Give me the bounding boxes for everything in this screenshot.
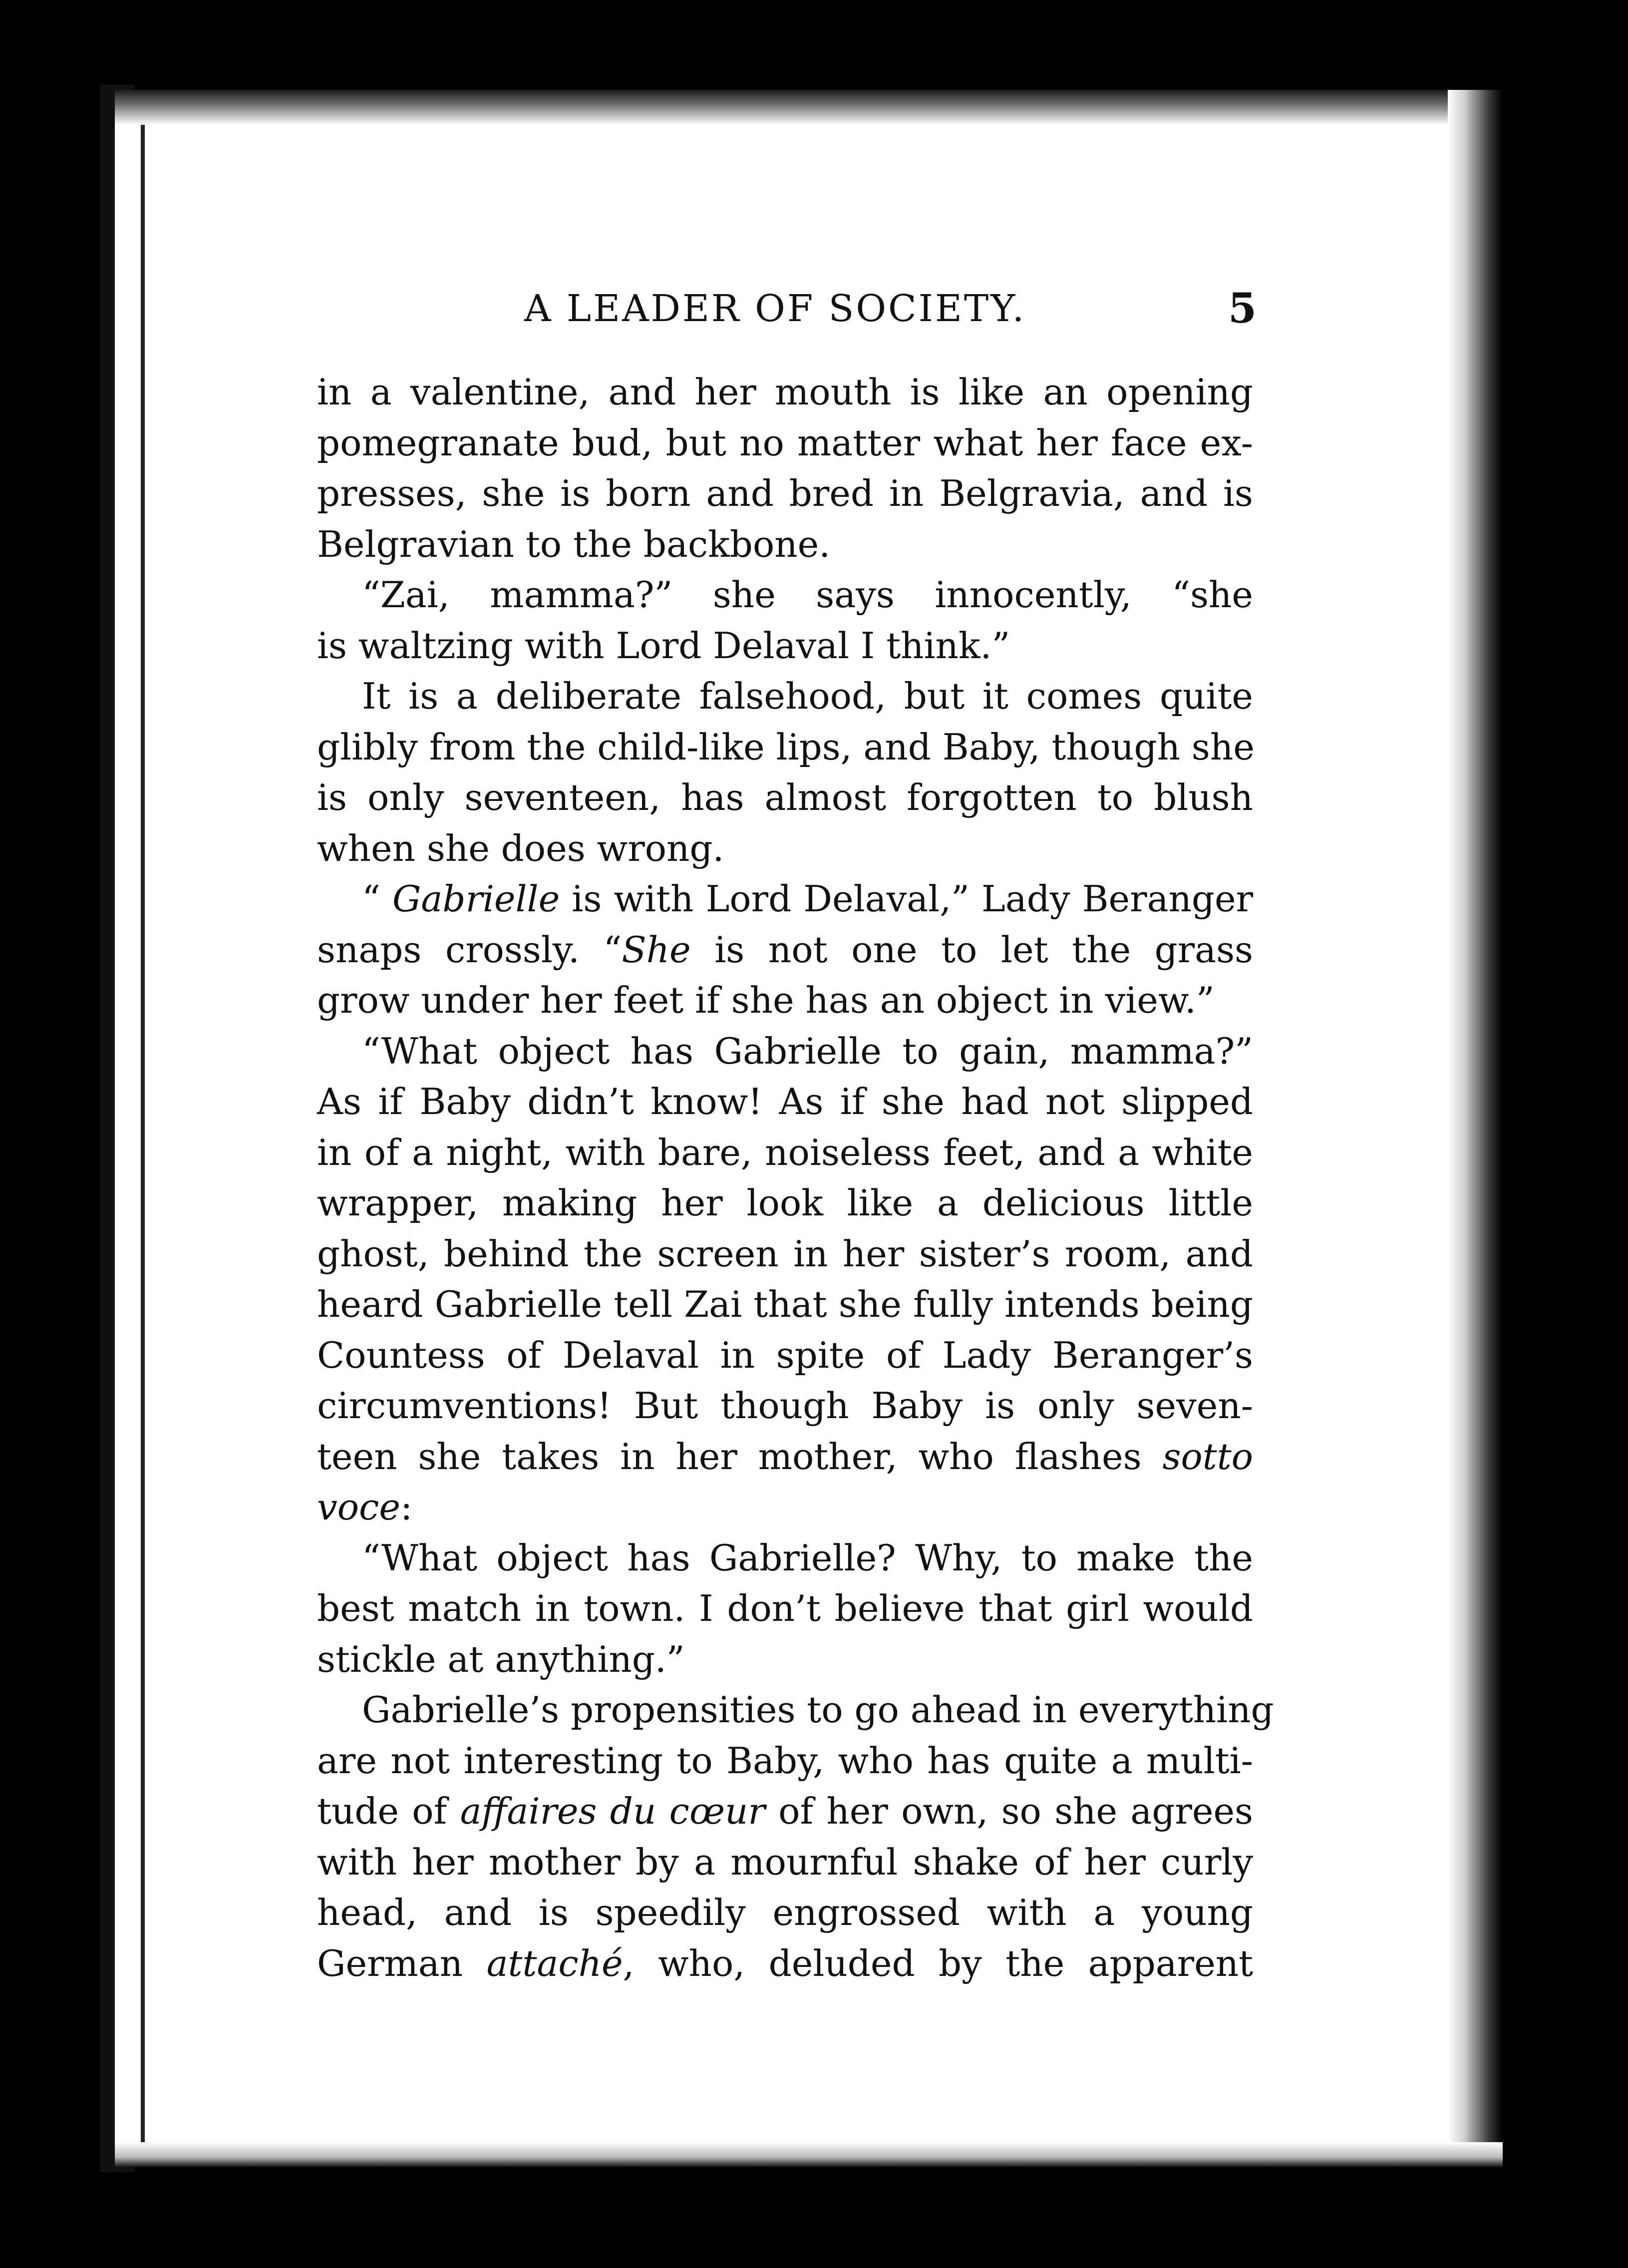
running-head: A LEADER OF SOCIETY.: [524, 287, 1026, 330]
text-line: [317, 1077, 1253, 1128]
text-run: tude of: [317, 1790, 460, 1832]
text-line: [317, 1229, 1253, 1280]
italic-text: sotto: [1162, 1435, 1253, 1478]
text-run: teen she takes in her mother, who flashes: [317, 1435, 1163, 1478]
text-run: “What object has Gabrielle to gain, mamma?”: [362, 1030, 1253, 1072]
text-line: [317, 1533, 1253, 1584]
text-line: [317, 468, 1253, 519]
text-line: [317, 1938, 1253, 1989]
text-line: [317, 722, 1253, 773]
text-line: [317, 367, 1253, 418]
text-run: heard Gabrielle tell Zai that she fully intends being: [317, 1283, 1253, 1325]
text-run: is waltzing with Lord Delaval I think.”: [317, 624, 1010, 667]
text-run: Countess of Delaval in spite of Lady Beranger’s: [317, 1334, 1253, 1376]
page-right-edge: [1448, 90, 1503, 2167]
text-run: It is a deliberate falsehood, but it comes quite: [362, 675, 1253, 717]
text-line: [317, 772, 1253, 823]
text-run: “: [362, 878, 392, 920]
page-number: 5: [1228, 285, 1257, 333]
text-run: grow under her feet if she has an object in view.”: [317, 979, 1215, 1021]
text-run: :: [400, 1486, 413, 1528]
italic-text: affaires du cœur: [460, 1790, 765, 1832]
text-line: [317, 519, 1253, 570]
text-run: is only seventeen, has almost forgotten to blush: [317, 776, 1253, 818]
italic-text: She: [622, 928, 691, 971]
text-line: [317, 1634, 1253, 1685]
text-line: [317, 418, 1253, 469]
text-run: wrapper, making her look like a delicious little: [317, 1182, 1253, 1224]
text-line: [317, 1381, 1253, 1432]
text-run: best match in town. I don’t believe that girl would: [317, 1587, 1253, 1629]
text-run: “Zai, mamma?” she says innocently, “she: [362, 574, 1253, 616]
text-run: with her mother by a mournful shake of her curly: [317, 1841, 1253, 1883]
text-line: [317, 1178, 1253, 1229]
text-run: in of a night, with bare, noiseless feet, and a white: [317, 1131, 1253, 1173]
gutter-line: [141, 100, 145, 2147]
text-run: presses, she is born and bred in Belgravia, and is: [317, 472, 1253, 514]
text-line: [317, 570, 1253, 621]
italic-text: attaché: [486, 1942, 623, 1984]
text-run: is with Lord Delaval,” Lady Beranger: [560, 878, 1253, 920]
text-run: German: [317, 1942, 487, 1984]
text-line: [317, 1888, 1253, 1938]
text-run: As if Baby didn’t know! As if she had not slipped: [317, 1081, 1253, 1123]
text-run: of her own, so she agrees: [765, 1790, 1254, 1832]
text-run: Belgravian to the backbone.: [317, 523, 831, 565]
text-line: [317, 1837, 1253, 1888]
text-line: [317, 1279, 1253, 1330]
text-line: [317, 1583, 1253, 1634]
text-run: in a valentine, and her mouth is like an opening: [317, 371, 1253, 413]
text-line: [317, 925, 1253, 976]
text-run: stickle at anything.”: [317, 1638, 685, 1680]
text-run: are not interesting to Baby, who has quite a multi-: [317, 1739, 1253, 1782]
text-line: [317, 1026, 1253, 1077]
page-bottom-edge: [115, 2142, 1503, 2167]
text-line: [317, 1128, 1253, 1178]
text-line: [317, 671, 1253, 722]
text-line: [317, 1330, 1253, 1381]
text-run: Gabrielle’s propensities to go ahead in everything: [362, 1689, 1274, 1731]
text-line: [317, 1482, 1253, 1533]
text-run: pomegranate bud, but no matter what her face ex-: [317, 421, 1253, 464]
text-run: “What object has Gabrielle? Why, to make the: [362, 1536, 1253, 1579]
italic-text: voce: [317, 1486, 400, 1528]
text-run: glibly from the child-like lips, and Baby, though she: [317, 726, 1255, 768]
page-top-edge: [115, 90, 1503, 125]
italic-text: Gabrielle: [392, 878, 560, 920]
text-run: when she does wrong.: [317, 827, 724, 869]
text-run: , who, deluded by the apparent: [623, 1942, 1254, 1984]
text-line: [317, 1685, 1274, 1736]
text-line: [317, 874, 1253, 925]
text-run: is not one to let the grass: [690, 928, 1253, 971]
text-run: snaps crossly. “: [317, 928, 622, 971]
text-line: [317, 621, 1253, 672]
body-text: [317, 367, 1274, 1989]
text-line: [317, 1786, 1253, 1837]
text-line: [317, 1432, 1253, 1483]
text-run: ghost, behind the screen in her sister’s room, and: [317, 1232, 1253, 1275]
text-line: [317, 823, 1253, 874]
text-line: [317, 1736, 1253, 1787]
text-run: head, and is speedily engrossed with a young: [317, 1891, 1253, 1933]
text-line: [317, 975, 1253, 1026]
text-run: circumventions! But though Baby is only seven-: [317, 1385, 1253, 1427]
